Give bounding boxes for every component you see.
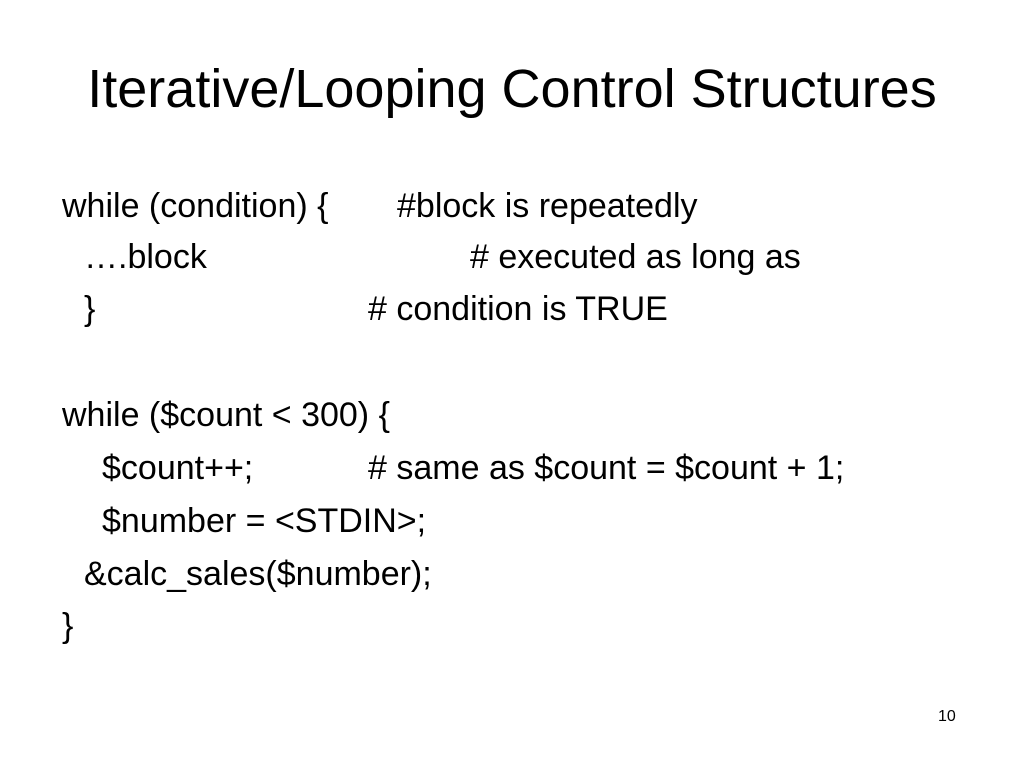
code-line-5-code: $count++; — [102, 449, 254, 487]
code-line-3-comment: # condition is TRUE — [368, 290, 668, 328]
code-line-6-code: $number = <STDIN>; — [102, 502, 427, 540]
code-line-1-comment: #block is repeatedly — [397, 187, 698, 225]
code-line-3-code: } — [84, 290, 96, 328]
code-line-7-code: &calc_sales($number); — [84, 555, 432, 593]
code-line-2-comment: # executed as long as — [470, 238, 801, 276]
code-line-2-code: ….block — [84, 238, 207, 276]
slide-title: Iterative/Looping Control Structures — [87, 59, 937, 119]
code-line-8-code: } — [62, 607, 74, 645]
code-line-1-code: while (condition) { — [62, 187, 329, 225]
code-line-4-code: while ($count < 300) { — [62, 396, 390, 434]
slide-number: 10 — [938, 708, 956, 725]
code-line-5-comment: # same as $count = $count + 1; — [368, 449, 845, 487]
